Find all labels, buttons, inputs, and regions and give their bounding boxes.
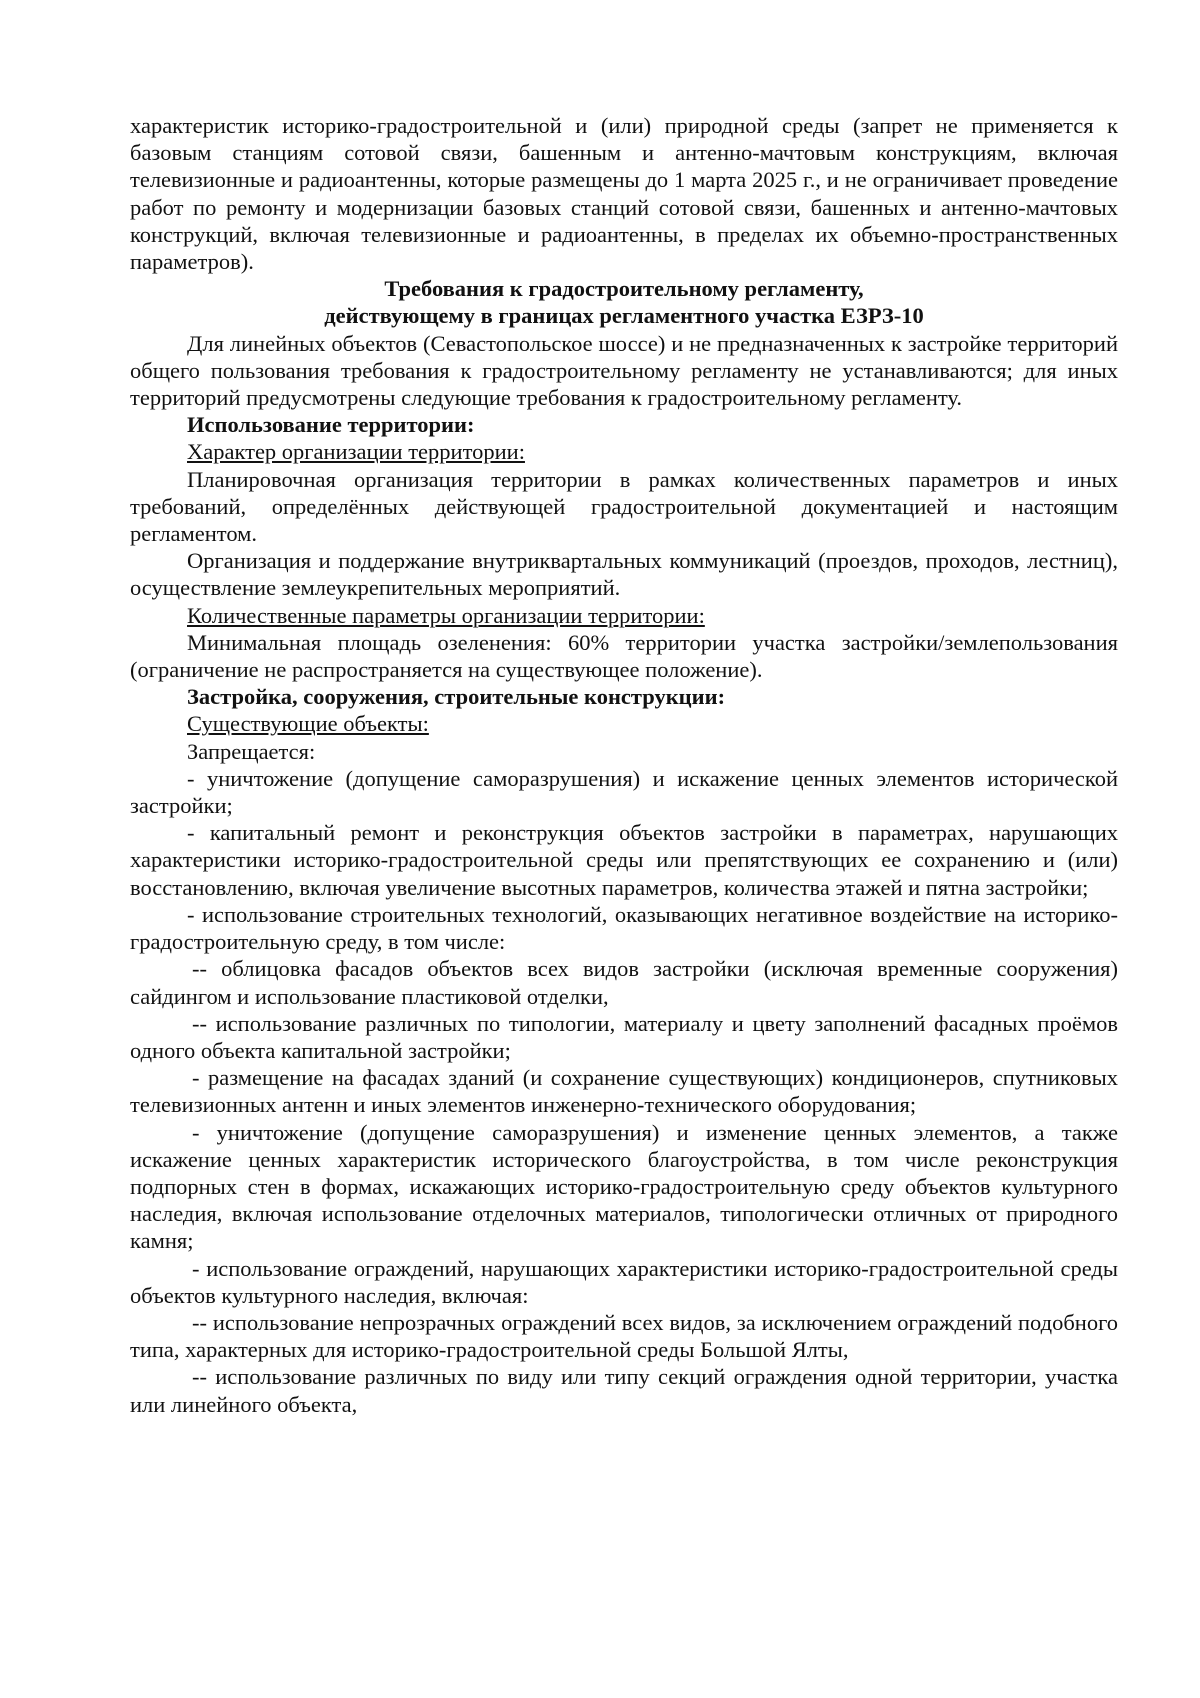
planning-paragraph: Планировочная организация территории в рамках количественных параметров и иных требований, определённых действующей градостроительной документацией и настоящим регламентом.: [130, 466, 1118, 547]
prohibited-label: Запрещается:: [187, 738, 316, 764]
list-subitem: -- использование различных по типологии, материалу и цвету заполнений фасадных проёмов одного объекта капитальной застройки;: [130, 1010, 1118, 1063]
list-item: - уничтожение (допущение саморазрушения) и искажение ценных элементов исторической застройки;: [130, 765, 1118, 819]
intro-paragraph: характеристик историко-градостроительной и (или) природной среды (запрет не применяется к базовым станциям сотовой связи, башенным и антенно-мачтовым конструкциям, включая телевизионные и радиоантенны, которые размещены до 1 марта 2025 г., и не ограничивает проведение работ по ремонту и модернизации базовых станций сотовой связи, башенных и антенно-мачтовых конструкций, включая телевизионные и радиоантенны, в пределах их объемно-пространственных параметров).: [130, 113, 1118, 275]
list-item: - капитальный ремонт и реконструкция объектов застройки в параметрах, нарушающих характеристики историко-градостроительной среды или препятствующих ее сохранению и (или) восстановлению, включая увеличение высотных параметров, количества этажей и пятна застройки;: [130, 820, 1118, 900]
quantitative-subheading: Количественные параметры организации территории:: [187, 602, 705, 628]
list-subitem: -- облицовка фасадов объектов всех видов застройки (исключая временные сооружения) сайдингом и использование пластиковой отделки,: [130, 956, 1118, 1009]
list-item: - использование строительных технологий, оказывающих негативное воздействие на историко-градостроительную среду, в том числе:: [130, 901, 1118, 955]
list-subitem: -- использование различных по виду или типу секций ограждения одной территории, участка или линейного объекта,: [130, 1364, 1118, 1417]
document-body: [130, 112, 1118, 1418]
list-item: - размещение на фасадах зданий (и сохранение существующих) кондиционеров, спутниковых телевизионных антенн и иных элементов инженерно-технического оборудования;: [130, 1065, 1118, 1118]
organization-subheading: Характер организации территории:: [187, 439, 525, 465]
linear-objects-paragraph: Для линейных объектов (Севастопольское шоссе) и не предназначенных к застройке территорий общего пользования требования к градостроительному регламенту не устанавливаются; для иных территорий предусмотрены следующие требования к градостроительному регламенту.: [130, 330, 1118, 411]
list-subitem: -- использование непрозрачных ограждений всех видов, за исключением ограждений подобного типа, характерных для историко-градостроительной среды Большой Ялты,: [130, 1309, 1118, 1363]
greening-paragraph: Минимальная площадь озеленения: 60% территории участка застройки/землепользования (ограничение не распространяется на существующее положение).: [130, 629, 1118, 683]
list-item: - уничтожение (допущение саморазрушения) и изменение ценных элементов, а также искажение ценных характеристик исторического благоустройства, в том числе реконструкция подпорных стен в формах, искажающих историко-градостроительную среду объектов культурного наследия, включая использование отделочных материалов, типологически отличных от природного камня;: [130, 1119, 1118, 1254]
section-heading-line-2: действующему в границах регламентного участка ЕЗРЗ-10: [324, 303, 924, 329]
communications-paragraph: Организация и поддержание внутриквартальных коммуникаций (проездов, проходов, лестниц), осуществление землеукрепительных мероприятий.: [130, 548, 1118, 601]
buildings-heading: Застройка, сооружения, строительные конструкции:: [187, 684, 726, 710]
list-item: - использование ограждений, нарушающих характеристики историко-градостроительной среды объектов культурного наследия, включая:: [130, 1255, 1118, 1308]
territory-use-heading: Использование территории:: [187, 412, 475, 438]
section-heading-line-1: Требования к градостроительному регламенту,: [384, 276, 864, 302]
existing-objects-subheading: Существующие объекты:: [187, 711, 429, 737]
